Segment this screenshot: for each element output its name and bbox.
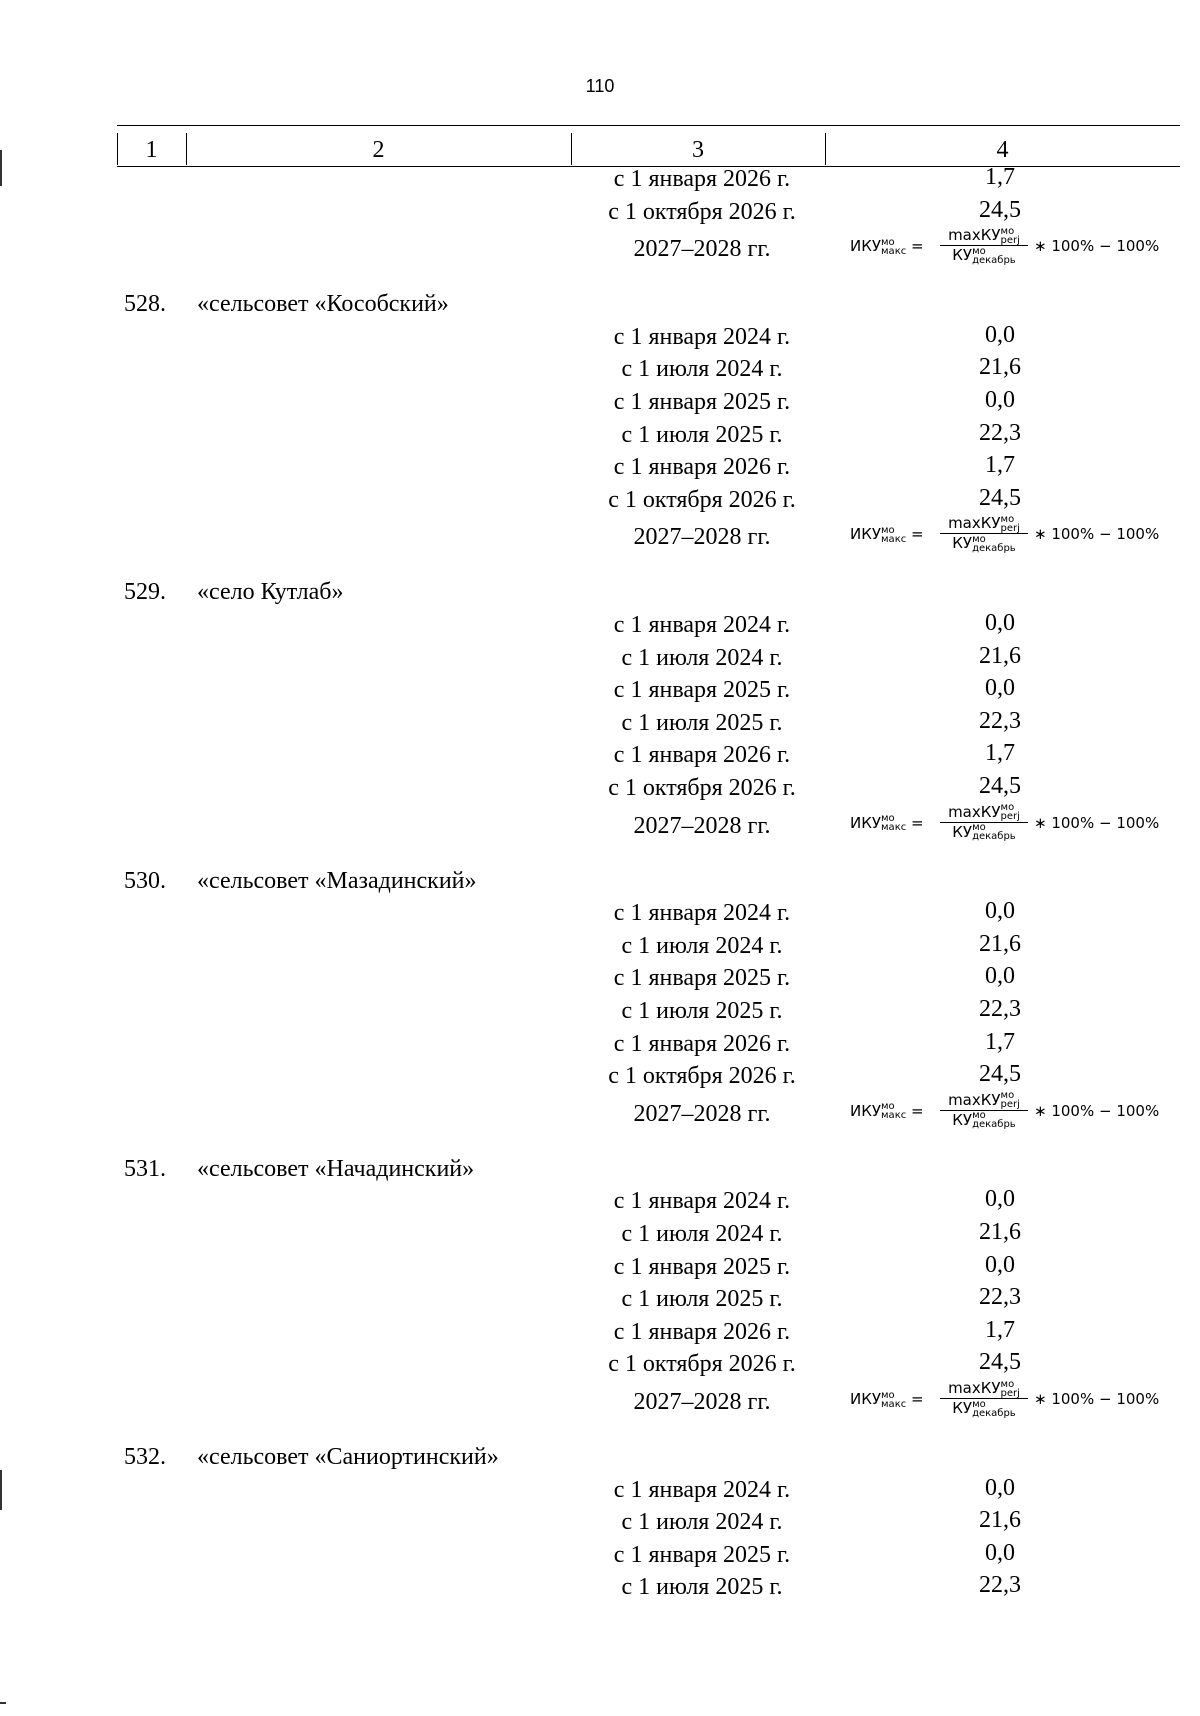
index-value: 0,0 xyxy=(985,1186,1015,1213)
index-value: 0,0 xyxy=(985,675,1015,702)
formula-numerator xyxy=(940,226,1028,246)
formula-den-sup: мо xyxy=(972,533,986,545)
entry-number: 528. xyxy=(124,291,166,318)
formula-lhs-main: ИКУ xyxy=(850,525,882,544)
formula-fraction xyxy=(940,226,1028,265)
period-label: с 1 октября 2026 г. xyxy=(608,198,796,225)
formula-lhs-sub: макс xyxy=(881,1398,907,1410)
header-col-4: 4 xyxy=(996,137,1009,163)
period-label: с 1 января 2024 г. xyxy=(613,612,791,638)
index-value: 0,0 xyxy=(985,387,1015,413)
formula-num-sup: мо xyxy=(1000,225,1015,237)
formula-num-main: maxКУ xyxy=(948,802,1001,821)
formula-equals: = xyxy=(911,237,924,256)
formula-lhs xyxy=(850,525,924,544)
formula-equals: = xyxy=(911,813,924,832)
period-label: с 1 января 2025 г. xyxy=(613,389,791,415)
period-label: с 1 июля 2024 г. xyxy=(621,644,783,671)
entry-number: 529. xyxy=(124,579,166,606)
formula-den-sub: декабрь xyxy=(972,831,1016,843)
entry-name: «сельсовет «Саниортинский» xyxy=(197,1444,499,1470)
period-label: с 1 января 2025 г. xyxy=(613,965,791,992)
period-label: с 1 октября 2026 г. xyxy=(608,1063,796,1090)
formula-num-sub: perj xyxy=(1000,234,1020,246)
formula-rhs: ∗ 100% − 100% xyxy=(1034,525,1160,544)
index-value: 24,5 xyxy=(979,1349,1021,1376)
period-label: с 1 января 2024 г. xyxy=(613,900,791,927)
period-label: 2027–2028 гг. xyxy=(633,236,771,263)
formula-denominator xyxy=(940,823,1028,842)
formula-den-sub: декабрь xyxy=(972,254,1016,266)
formula-den-sub: декабрь xyxy=(972,542,1016,554)
formula-rhs: ∗ 100% − 100% xyxy=(1034,1390,1160,1408)
period-label: с 1 января 2024 г. xyxy=(613,1476,791,1503)
formula-fraction xyxy=(940,1379,1028,1418)
formula-numerator xyxy=(940,514,1028,534)
period-label: с 1 июля 2024 г. xyxy=(621,356,783,383)
period-label: с 1 января 2026 г. xyxy=(613,1318,791,1345)
index-value: 0,0 xyxy=(985,321,1015,348)
period-label: 2027–2028 гг. xyxy=(633,524,771,551)
formula-rhs: ∗ 100% − 100% xyxy=(1034,1101,1160,1120)
index-value: 21,6 xyxy=(979,642,1021,669)
formula-den-main: КУ xyxy=(952,246,973,265)
header-col-2: 2 xyxy=(372,137,385,163)
scan-edge-mark xyxy=(0,1702,6,1704)
formula-numerator xyxy=(940,803,1028,823)
formula-num-main: maxКУ xyxy=(948,1379,1001,1397)
formula-num-sup: мо xyxy=(1000,1090,1015,1102)
index-value: 21,6 xyxy=(979,1219,1021,1245)
formula-num-sub: perj xyxy=(1000,522,1020,534)
period-label: с 1 июля 2025 г. xyxy=(621,998,783,1024)
entry-number: 532. xyxy=(124,1444,166,1470)
scan-edge-mark xyxy=(0,150,2,186)
index-value: 0,0 xyxy=(985,1251,1015,1278)
index-value: 21,6 xyxy=(979,1507,1021,1534)
period-label: с 1 октября 2026 г. xyxy=(608,1351,796,1378)
formula-lhs xyxy=(850,814,924,833)
formula-num-sup: мо xyxy=(1000,1378,1015,1390)
index-value: 22,3 xyxy=(979,1284,1021,1311)
formula-denominator xyxy=(940,1399,1028,1418)
formula-equals: = xyxy=(911,1101,924,1120)
formula-num-sub: perj xyxy=(1000,811,1020,823)
entry-name: «село Кутлаб» xyxy=(197,579,344,606)
formula-den-sup: мо xyxy=(972,822,986,834)
index-value: 0,0 xyxy=(985,610,1015,636)
formula-lhs xyxy=(850,1390,924,1409)
page-number: 110 xyxy=(585,76,615,96)
period-label: с 1 октября 2026 г. xyxy=(608,486,796,513)
formula-rhs: ∗ 100% − 100% xyxy=(1034,813,1160,832)
formula-den-main: КУ xyxy=(952,1399,973,1417)
entry-name: «сельсовет «Начадинский» xyxy=(197,1155,475,1182)
formula-lhs-sup: мо xyxy=(881,524,895,536)
index-value: 0,0 xyxy=(985,898,1015,925)
period-label: с 1 января 2025 г. xyxy=(613,1541,791,1568)
period-label: с 1 июля 2024 г. xyxy=(621,1509,783,1536)
index-value: 0,0 xyxy=(985,963,1015,990)
period-label: с 1 января 2026 г. xyxy=(613,454,791,481)
formula-den-sup: мо xyxy=(972,245,986,257)
index-value: 0,0 xyxy=(985,1539,1015,1566)
formula-lhs-main: ИКУ xyxy=(850,1101,882,1120)
period-label: с 1 января 2024 г. xyxy=(613,1188,791,1215)
formula-numerator xyxy=(940,1091,1028,1111)
formula-num-sub: perj xyxy=(1000,1099,1020,1111)
period-label: с 1 июля 2025 г. xyxy=(621,1286,783,1313)
formula-numerator xyxy=(940,1379,1028,1399)
formula-lhs-sub: макс xyxy=(881,822,907,834)
index-value: 22,3 xyxy=(979,707,1021,734)
formula-lhs-main: ИКУ xyxy=(850,813,882,832)
formula-lhs-sub: макс xyxy=(881,245,907,257)
header-col-3: 3 xyxy=(692,137,704,163)
period-label: 2027–2028 гг. xyxy=(633,1100,771,1127)
formula-num-sup: мо xyxy=(1000,802,1015,814)
index-value: 21,6 xyxy=(979,354,1021,381)
formula-lhs xyxy=(850,237,924,256)
index-value: 1,7 xyxy=(985,740,1015,767)
period-label: с 1 июля 2024 г. xyxy=(621,932,783,959)
formula-denominator xyxy=(940,1111,1028,1130)
formula-den-sub: декабрь xyxy=(972,1119,1016,1131)
formula-den-main: КУ xyxy=(952,534,973,553)
index-value: 24,5 xyxy=(979,196,1021,223)
formula-fraction xyxy=(940,1091,1028,1130)
index-value: 22,3 xyxy=(979,1572,1021,1599)
formula-lhs-main: ИКУ xyxy=(850,1390,882,1408)
formula-lhs-sub: макс xyxy=(881,533,907,545)
period-label: с 1 июля 2025 г. xyxy=(621,1574,783,1601)
period-label: с 1 июля 2025 г. xyxy=(621,421,783,448)
formula-num-main: maxКУ xyxy=(948,226,1001,245)
formula-lhs-sup: мо xyxy=(881,1389,895,1401)
period-label: с 1 июля 2024 г. xyxy=(621,1221,783,1247)
index-value: 1,7 xyxy=(985,1028,1015,1055)
entry-number: 531. xyxy=(124,1155,166,1182)
period-label: с 1 июля 2025 г. xyxy=(621,709,783,736)
entry-name: «сельсовет «Мазадинский» xyxy=(197,867,477,894)
index-value: 0,0 xyxy=(985,1474,1015,1501)
formula-lhs-sup: мо xyxy=(881,813,895,825)
index-value: 24,5 xyxy=(979,1061,1021,1088)
formula-lhs-main: ИКУ xyxy=(850,237,882,256)
formula-equals: = xyxy=(911,525,924,544)
formula-lhs-sub: макс xyxy=(881,1110,907,1122)
formula-den-sup: мо xyxy=(972,1398,986,1410)
period-label: с 1 октября 2026 г. xyxy=(608,775,796,801)
header-col-1: 1 xyxy=(145,137,158,163)
index-value: 24,5 xyxy=(979,773,1021,799)
index-value: 24,5 xyxy=(979,484,1021,511)
period-label: с 1 января 2026 г. xyxy=(613,1030,791,1057)
period-label: с 1 января 2026 г. xyxy=(613,742,791,769)
index-value: 21,6 xyxy=(979,930,1021,957)
formula-lhs-sup: мо xyxy=(881,1101,895,1113)
index-value: 1,7 xyxy=(985,1316,1015,1343)
formula-num-sup: мо xyxy=(1000,513,1015,525)
formula-fraction xyxy=(940,803,1028,842)
period-label: 2027–2028 гг. xyxy=(633,812,771,839)
index-value: 1,7 xyxy=(985,452,1015,479)
formula-num-main: maxКУ xyxy=(948,1090,1001,1109)
period-label: с 1 января 2025 г. xyxy=(613,677,791,704)
entry-number: 530. xyxy=(124,867,166,894)
formula-lhs xyxy=(850,1102,924,1121)
entry-name: «сельсовет «Кособский» xyxy=(197,291,449,318)
index-value: 1,7 xyxy=(985,164,1015,190)
scan-edge-mark xyxy=(0,1470,2,1510)
formula-den-sub: декабрь xyxy=(972,1407,1016,1419)
formula-lhs-sup: мо xyxy=(881,236,895,248)
formula-fraction xyxy=(940,514,1028,553)
formula-denominator xyxy=(940,246,1028,265)
period-label: с 1 января 2024 г. xyxy=(613,323,791,350)
formula-num-sub: perj xyxy=(1000,1387,1020,1399)
formula-equals: = xyxy=(911,1390,924,1408)
formula-den-main: КУ xyxy=(952,822,973,841)
period-label: с 1 января 2026 г. xyxy=(613,166,791,192)
period-label: 2027–2028 гг. xyxy=(633,1389,771,1415)
formula-denominator xyxy=(940,534,1028,553)
formula-den-main: КУ xyxy=(952,1110,973,1129)
index-value: 22,3 xyxy=(979,996,1021,1022)
index-value: 22,3 xyxy=(979,419,1021,446)
period-label: с 1 января 2025 г. xyxy=(613,1253,791,1280)
formula-rhs: ∗ 100% − 100% xyxy=(1034,237,1160,256)
formula-num-main: maxКУ xyxy=(948,514,1001,533)
formula-den-sup: мо xyxy=(972,1110,986,1122)
